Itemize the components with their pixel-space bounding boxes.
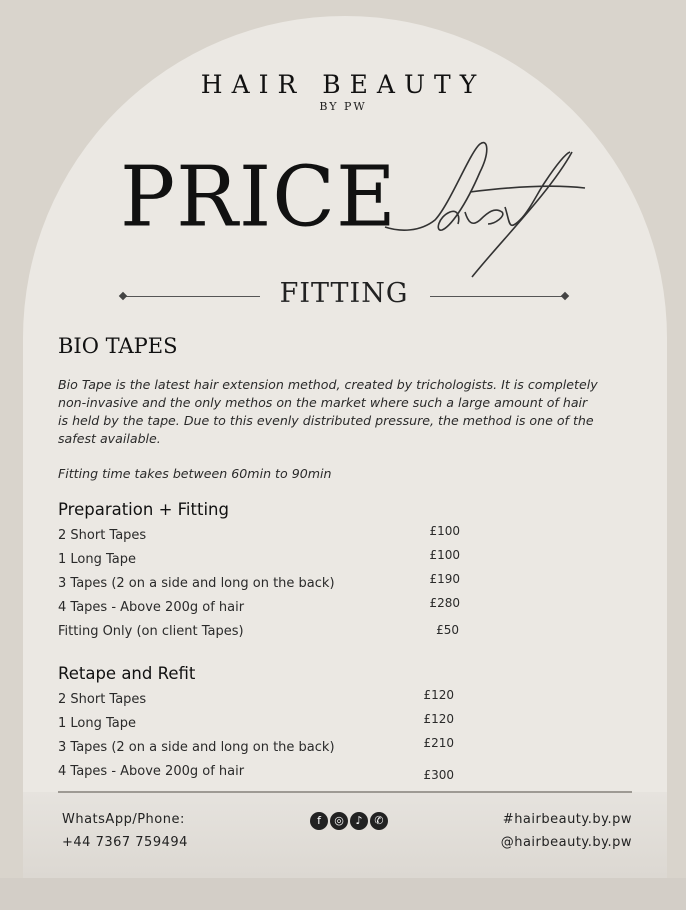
contact-label: WhatsApp/Phone: bbox=[62, 812, 185, 827]
bottom-strip bbox=[0, 878, 686, 910]
price-row bbox=[58, 712, 454, 736]
instagram-icon[interactable]: ◎ bbox=[330, 812, 348, 830]
price-row bbox=[58, 764, 454, 784]
hashtag: #hairbeauty.by.pw bbox=[502, 812, 632, 827]
item-price: £120 bbox=[423, 712, 454, 726]
item-price: £210 bbox=[423, 736, 454, 750]
price-row bbox=[58, 572, 460, 596]
divider-line-left bbox=[124, 296, 260, 297]
fitting-time: Fitting time takes between 60min to 90min bbox=[58, 466, 332, 481]
product-title: BIO TAPES bbox=[58, 334, 178, 358]
tiktok-icon[interactable]: ♪ bbox=[350, 812, 368, 830]
social-icons bbox=[310, 812, 388, 830]
divider-dot-right bbox=[561, 292, 569, 300]
price-heading: PRICE bbox=[120, 149, 397, 246]
item-name: 4 Tapes - Above 200g of hair bbox=[58, 600, 245, 615]
social-handle: @hairbeauty.by.pw bbox=[500, 835, 632, 850]
list-script-crossbar bbox=[470, 186, 585, 192]
price-row bbox=[58, 688, 454, 712]
item-name: 3 Tapes (2 on a side and long on the back) bbox=[58, 740, 335, 755]
footer-divider bbox=[58, 791, 632, 793]
item-name: 2 Short Tapes bbox=[58, 528, 147, 543]
fitting-label: FITTING bbox=[279, 278, 409, 309]
fitting-divider bbox=[118, 278, 570, 314]
product-description: Bio Tape is the latest hair extension method, created by trichologists. It is completely non-invasive and the only methos on the market where such a large amount of hair is held by the tape. Due to this evenly distributed pressure, the method is one of the safest available. bbox=[58, 377, 598, 446]
facebook-icon[interactable]: f bbox=[310, 812, 328, 830]
item-price: £280 bbox=[429, 596, 460, 610]
price-row bbox=[58, 596, 460, 620]
whatsapp-icon[interactable]: ✆ bbox=[370, 812, 388, 830]
divider-line-right bbox=[430, 296, 566, 297]
price-row bbox=[58, 524, 460, 548]
list-script-heading bbox=[380, 132, 590, 282]
divider-dot-left bbox=[119, 292, 127, 300]
price-row bbox=[58, 736, 454, 760]
group-title-retape: Retape and Refit bbox=[58, 664, 196, 683]
item-name: 3 Tapes (2 on a side and long on the back) bbox=[58, 576, 335, 591]
item-price: £190 bbox=[429, 572, 460, 586]
item-price: £50 bbox=[436, 623, 459, 637]
item-name: 2 Short Tapes bbox=[58, 692, 147, 707]
item-price: £100 bbox=[429, 548, 460, 562]
item-name: Fitting Only (on client Tapes) bbox=[58, 624, 244, 639]
item-name: 1 Long Tape bbox=[58, 552, 136, 567]
group-title-preparation: Preparation + Fitting bbox=[58, 500, 229, 519]
item-name: 4 Tapes - Above 200g of hair bbox=[58, 764, 245, 779]
phone-number: +44 7367 759494 bbox=[62, 835, 188, 850]
price-row bbox=[58, 624, 460, 644]
item-price: £100 bbox=[429, 524, 460, 538]
item-name: 1 Long Tape bbox=[58, 716, 136, 731]
item-price: £300 bbox=[423, 768, 454, 782]
brand-subtitle: BY PW bbox=[319, 100, 367, 113]
brand-name: HAIR BEAUTY bbox=[200, 70, 486, 99]
price-row bbox=[58, 548, 460, 572]
item-price: £120 bbox=[423, 688, 454, 702]
